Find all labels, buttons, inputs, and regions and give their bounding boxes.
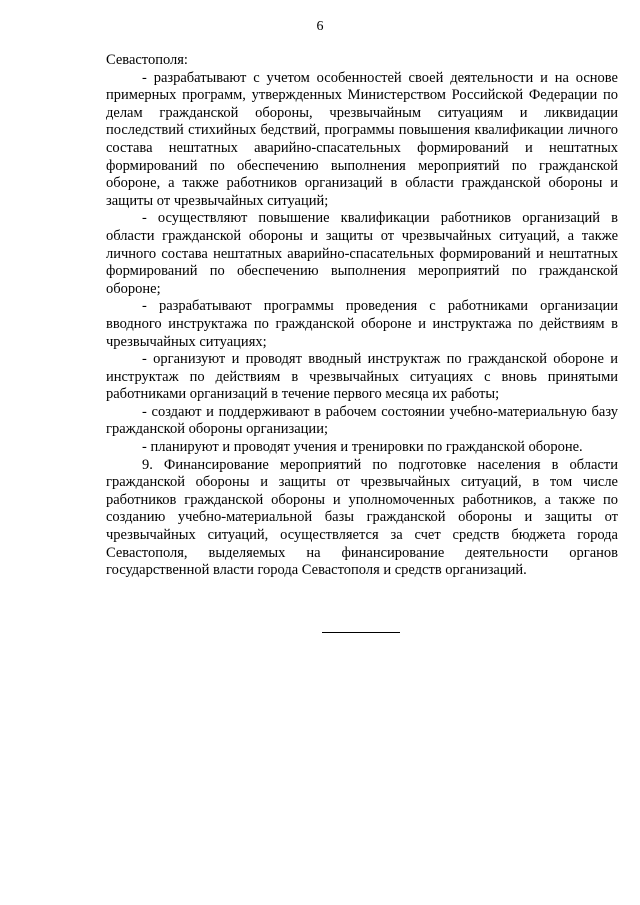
page-number: 6 (316, 19, 324, 34)
paragraph-develop-programs: - разрабатывают с учетом особенностей своей деятельности и на основе примерных программ, утвержденных Министерством Российской Федерации по делам гражданской обороны, чрезвычайным ситуациям и ликвидации последствий стихийных бедствий, программы повышения квалификации личного состава нештатных аварийно-спасательных формирований и нештатных формирований по обеспечению выполнения мероприятий по гражданской обороне, а также работников организаций в области гражданской обороны и защиты от чрезвычайных ситуаций; (106, 69, 618, 209)
paragraph-training-base: - создают и поддерживают в рабочем состоянии учебно-материальную базу гражданской обороны организации; (106, 403, 618, 438)
body-text (106, 52, 618, 580)
paragraph-exercises: - планируют и проводят учения и тренировки по гражданской обороне. (142, 439, 583, 456)
paragraph-introductory-briefing: - организуют и проводят вводный инструктаж по гражданской обороне и инструктаж по действиям в чрезвычайных ситуациях с вновь принятыми работниками организаций в течение первого месяца их работы; (106, 351, 618, 403)
paragraph-qualification: - осуществляют повышение квалификации работников организаций в области гражданской обороны и защиты от чрезвычайных ситуаций, а также личного состава нештатных аварийно-спасательных формирований и нештатных формирований по обеспечению выполнения мероприятий по гражданской обороне; (106, 210, 618, 297)
paragraph-financing: 9. Финансирование мероприятий по подготовке населения в области гражданской обороны и защиты от чрезвычайных ситуаций, в том числе работников гражданской обороны и уполномоченных работников, а также по созданию учебно-материальной базы гражданской обороны и защиты от чрезвычайных ситуаций, осуществляется за счет средств бюджета города Севастополя, выделяемых на финансирование деятельности органов государственной власти города Севастополя и средств организаций. (106, 456, 618, 579)
paragraph-continuation: Севастополя: (106, 52, 188, 68)
end-divider (322, 632, 400, 633)
paragraph-briefing-programs: - разрабатывают программы проведения с работниками организации вводного инструктажа по гражданской обороне и инструктажа по действиям в чрезвычайных ситуациях; (106, 298, 618, 350)
